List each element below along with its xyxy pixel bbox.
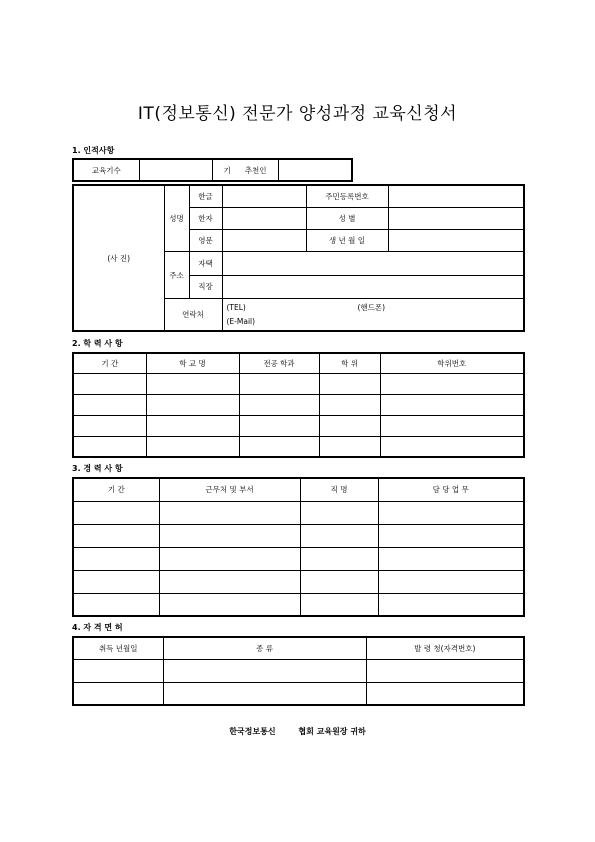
- education-header-school: 학 교 명: [146, 353, 239, 373]
- cell[interactable]: [146, 415, 239, 436]
- table-row: [73, 394, 524, 415]
- cell[interactable]: [380, 373, 524, 394]
- cell[interactable]: [73, 394, 146, 415]
- cell[interactable]: [73, 436, 146, 457]
- table-row: [73, 659, 524, 682]
- cell[interactable]: [146, 373, 239, 394]
- license-header-issuer: 발 령 청(자격번호): [366, 637, 524, 659]
- table-row: [73, 415, 524, 436]
- recommender-label: [212, 159, 278, 181]
- work-address-label: 직장: [189, 275, 222, 298]
- table-row: [73, 436, 524, 457]
- license-table: [72, 636, 525, 706]
- table-row: [73, 501, 524, 524]
- home-address-label: 자택: [189, 252, 222, 275]
- gender-field[interactable]: [388, 207, 524, 229]
- birth-field[interactable]: [388, 230, 524, 252]
- address-label: 주소: [164, 252, 189, 299]
- cell[interactable]: [380, 415, 524, 436]
- cell[interactable]: [159, 524, 300, 547]
- hanja-name-field[interactable]: [222, 207, 306, 229]
- cell[interactable]: [319, 415, 380, 436]
- education-header-major: 전공 학과: [239, 353, 319, 373]
- career-header-position: 직 명: [300, 478, 378, 501]
- gender-label: 성 별: [306, 207, 388, 229]
- cell[interactable]: [73, 593, 159, 616]
- cell[interactable]: [239, 394, 319, 415]
- footer: [0, 726, 595, 737]
- contact-label: 연락처: [164, 299, 222, 331]
- cell[interactable]: [73, 524, 159, 547]
- birth-label: 생 년 월 일: [306, 230, 388, 252]
- cell[interactable]: [239, 436, 319, 457]
- table-row: [73, 524, 524, 547]
- recommender-field[interactable]: [278, 159, 352, 181]
- cell[interactable]: [73, 547, 159, 570]
- cell[interactable]: [378, 524, 524, 547]
- cell[interactable]: [378, 570, 524, 593]
- mobile-label: (핸드폰): [357, 302, 386, 312]
- cell[interactable]: [366, 659, 524, 682]
- cell[interactable]: [73, 501, 159, 524]
- cell[interactable]: [73, 659, 163, 682]
- cell[interactable]: [159, 593, 300, 616]
- cell[interactable]: [300, 501, 378, 524]
- cell[interactable]: [163, 659, 366, 682]
- cell[interactable]: [73, 682, 163, 705]
- cell[interactable]: [366, 682, 524, 705]
- rrn-label: 주민등록번호: [306, 185, 388, 207]
- cell[interactable]: [380, 436, 524, 457]
- cell[interactable]: [300, 547, 378, 570]
- footer-addressee: 협회 교육원장 귀하: [298, 727, 366, 736]
- cell[interactable]: [300, 593, 378, 616]
- cell[interactable]: [378, 547, 524, 570]
- education-header-period: 기 간: [73, 353, 146, 373]
- cell[interactable]: [159, 501, 300, 524]
- english-name-label: 영문: [189, 230, 222, 252]
- cell[interactable]: [159, 570, 300, 593]
- email-label: (E-Mail): [226, 316, 256, 326]
- table-row: [73, 570, 524, 593]
- cell[interactable]: [146, 436, 239, 457]
- education-header-degree-no: 학위번호: [380, 353, 524, 373]
- career-header-duties: 담 당 업 무: [378, 478, 524, 501]
- cell[interactable]: [378, 593, 524, 616]
- korean-name-field[interactable]: [222, 185, 306, 207]
- work-address-field[interactable]: [222, 275, 524, 298]
- cell[interactable]: [300, 524, 378, 547]
- footer-org: 한국정보통신: [229, 727, 276, 736]
- personal-info-table: [72, 184, 525, 332]
- section-education-heading: 2. 학 력 사 항: [72, 339, 123, 348]
- cell[interactable]: [380, 394, 524, 415]
- cohort-field[interactable]: [139, 159, 212, 181]
- cell[interactable]: [163, 682, 366, 705]
- table-row: [73, 547, 524, 570]
- education-table: [72, 352, 525, 458]
- education-header-degree: 학 위: [319, 353, 380, 373]
- page-title: IT(정보통신) 전문가 양성과정 교육신청서: [137, 104, 458, 124]
- section-license-heading: 4. 자 격 면 허: [72, 623, 123, 632]
- tel-label: (TEL): [226, 302, 246, 312]
- contact-field[interactable]: [222, 299, 524, 331]
- english-name-field[interactable]: [222, 230, 306, 252]
- career-table: [72, 477, 525, 617]
- section-career-heading: 3. 경 력 사 항: [72, 464, 123, 473]
- cohort-suffix: 기: [223, 165, 231, 175]
- korean-name-label: 한글: [189, 185, 222, 207]
- name-label: 성명: [164, 185, 189, 252]
- cell[interactable]: [319, 394, 380, 415]
- cell[interactable]: [159, 547, 300, 570]
- rrn-field[interactable]: [388, 185, 524, 207]
- cell[interactable]: [319, 436, 380, 457]
- license-header-date: 취득 년월일: [73, 637, 163, 659]
- cell[interactable]: [239, 373, 319, 394]
- cell[interactable]: [73, 373, 146, 394]
- career-header-workplace: 근무처 및 부서: [159, 478, 300, 501]
- cell[interactable]: [300, 570, 378, 593]
- table-row: [73, 682, 524, 705]
- home-address-field[interactable]: [222, 252, 524, 275]
- cell[interactable]: [378, 501, 524, 524]
- cell[interactable]: [319, 373, 380, 394]
- hanja-name-label: 한자: [189, 207, 222, 229]
- recommender-label-text: 추천인: [244, 165, 267, 175]
- photo-area[interactable]: (사 진): [73, 185, 164, 331]
- cell[interactable]: [239, 415, 319, 436]
- cohort-label: 교육기수: [73, 159, 139, 181]
- cohort-table: [72, 158, 353, 182]
- cell[interactable]: [73, 415, 146, 436]
- career-header-period: 기 간: [73, 478, 159, 501]
- table-row: [73, 593, 524, 616]
- table-row: [73, 373, 524, 394]
- license-header-type: 종 류: [163, 637, 366, 659]
- cell[interactable]: [73, 570, 159, 593]
- cell[interactable]: [146, 394, 239, 415]
- section-personal-info-heading: 1. 인적사항: [72, 146, 115, 155]
